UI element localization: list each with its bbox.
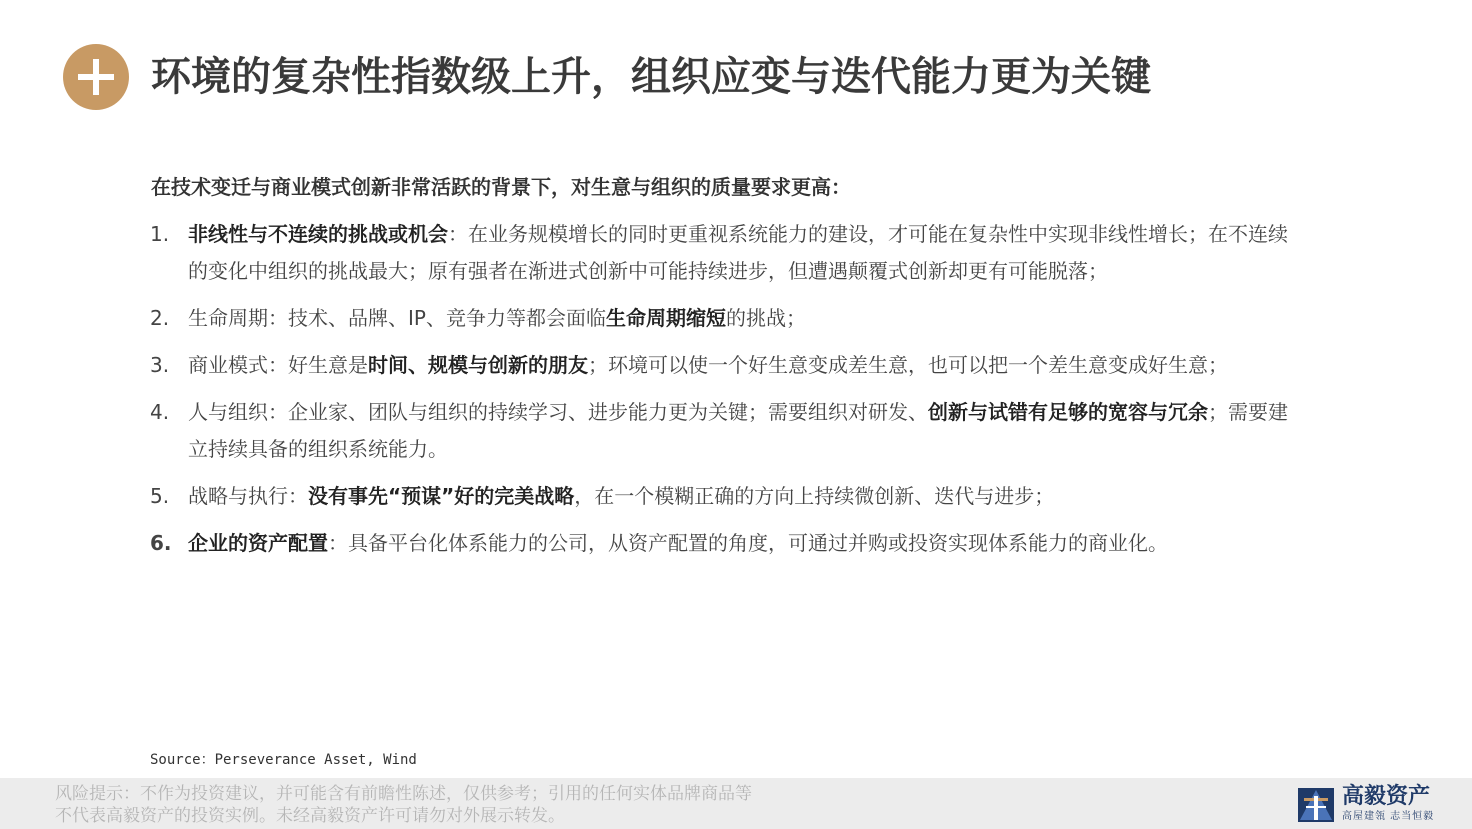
list-number: 1. [150, 222, 170, 246]
company-logo [1296, 782, 1456, 826]
list-number: 5. [150, 484, 170, 508]
body-text: ，在一个模糊正确的方向上持续微创新、迭代与进步； [574, 484, 1055, 508]
slide-title: 环境的复杂性指数级上升，组织应变与迭代能力更为关键 [151, 54, 1151, 100]
list-item [150, 300, 1290, 337]
points-list [150, 216, 1290, 572]
body-text: ：在业务规模增长的同时更重视系统能力的建设，才可能在复杂性中实现非线性增长；在不连续的变化中组织的挑战最大；原有强者在渐进式创新中可能持续进步，但遭遇颠覆式创新却更有可能脱落； [188, 222, 1288, 283]
body-text: 的挑战； [725, 306, 806, 330]
body-text: ；环境可以使一个好生意变成差生意，也可以把一个差生意变成好生意； [588, 353, 1228, 377]
emphasis-text: 企业的资产配置 [188, 531, 328, 555]
list-number: 4. [150, 400, 170, 424]
intro-text: 在技术变迁与商业模式创新非常活跃的背景下，对生意与组织的质量要求更高： [151, 175, 851, 199]
body-text: 人与组织：企业家、团队与组织的持续学习、进步能力更为关键；需要组织对研发、 [188, 400, 928, 424]
emphasis-text: 生命周期缩短 [605, 306, 726, 330]
emphasis-text: 时间、规模与创新的朋友 [368, 353, 588, 377]
plus-icon [63, 44, 129, 110]
emphasis-text: 非线性与不连续的挑战或机会 [188, 222, 448, 246]
list-number: 3. [150, 353, 170, 377]
list-item [150, 347, 1290, 384]
body-text: ：具备平台化体系能力的公司，从资产配置的角度，可通过并购或投资实现体系能力的商业化。 [328, 531, 1168, 555]
body-text: ；需要建立持续具备的组织系统能力。 [188, 400, 1288, 461]
body-text: 战略与执行： [188, 484, 308, 508]
list-item [150, 394, 1290, 468]
list-item [150, 478, 1290, 515]
logo-mark-icon [1296, 784, 1336, 824]
list-item [150, 216, 1290, 290]
slide-header [63, 44, 1453, 110]
list-item [150, 525, 1290, 562]
emphasis-text: 创新与试错有足够的宽容与冗余 [928, 400, 1208, 424]
list-number: 2. [150, 306, 170, 330]
body-text: 商业模式：好生意是 [188, 353, 368, 377]
logo-name: 高毅资产 [1342, 784, 1431, 809]
risk-disclaimer: 风险提示：不作为投资建议，并可能含有前瞻性陈述，仅供参考；引用的任何实体品牌商品等不代表高毅资产的投资实例。未经高毅资产许可请勿对外展示转发。 [55, 784, 752, 826]
list-number: 6. [150, 531, 172, 555]
source-note: Source：Perseverance Asset, Wind [150, 752, 417, 768]
logo-tagline: 高屋建瓴 志当恒毅 [1342, 811, 1435, 822]
footer [0, 778, 1472, 829]
body-text: 生命周期：技术、品牌、IP、竞争力等都会面临 [188, 306, 606, 330]
emphasis-text: 没有事先“预谋”好的完美战略 [308, 484, 575, 508]
